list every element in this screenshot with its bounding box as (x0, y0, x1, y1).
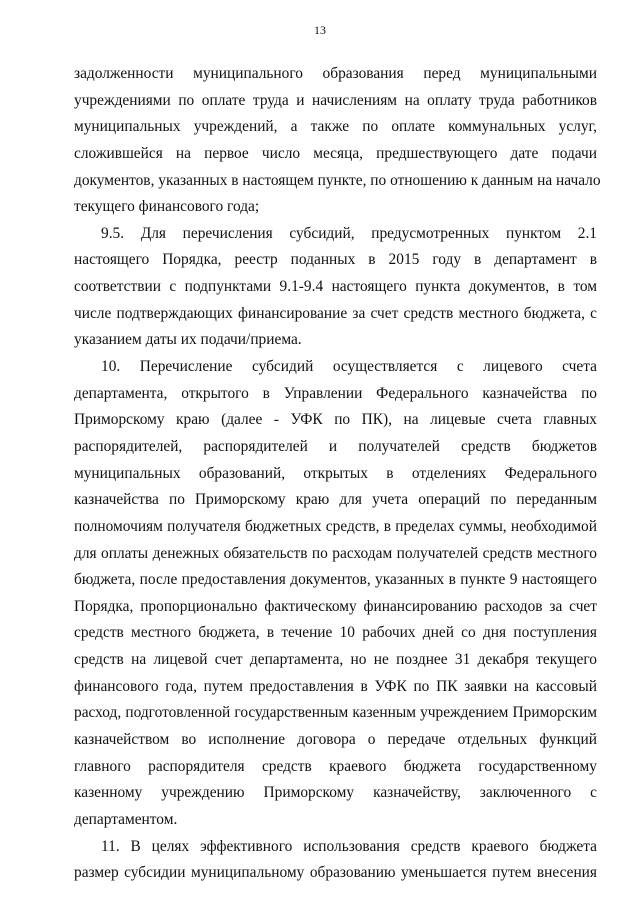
text-line: для оплаты денежных обязательств по расходам получателей средств местного (74, 544, 597, 562)
text-line: соответствии с подпунктами 9.1-9.4 настоящего пункта документов, в том (74, 278, 597, 296)
text-line: 11. В целях эффективного использования средств краевого бюджета (101, 837, 597, 855)
text-line: указанием даты их подачи/приема. (74, 331, 302, 349)
text-line: бюджета, после предоставления документов, указанных в пункте 9 настоящего (74, 571, 597, 589)
text-line: числе подтверждающих финансирование за счет средств местного бюджета, с (74, 304, 597, 322)
text-line: главного распорядителя средств краевого бюджета государственному (74, 757, 597, 775)
text-line: сложившейся на первое число месяца, предшествующего дате подачи (74, 144, 597, 162)
text-line: документов, указанных в настоящем пункте, по отношению к данным на начало (74, 171, 601, 189)
text-line: Приморскому краю (далее - УФК по ПК), на лицевые счета главных (74, 411, 597, 429)
text-line: средств на лицевой счет департамента, но не позднее 31 декабря текущего (74, 651, 597, 669)
text-line: муниципальных учреждений, а также по оплате коммунальных услуг, (74, 118, 597, 136)
text-line: текущего финансового года; (74, 198, 260, 216)
page-number: 13 (314, 23, 326, 37)
text-line: размер субсидии муниципальному образованию уменьшается путем внесения (74, 864, 597, 882)
text-line: полномочиям получателя бюджетных средств, в пределах суммы, необходимой (74, 517, 597, 535)
text-line: 9.5. Для перечисления субсидий, предусмотренных пунктом 2.1 (101, 224, 597, 242)
text-line: казначейством во исполнение договора о передаче отдельных функций (74, 731, 597, 749)
text-line: департаментом. (74, 810, 178, 828)
text-line: департамента, открытого в Управлении Федерального казначейства по (74, 384, 597, 402)
text-line: Порядка, пропорционально фактическому финансированию расходов за счет (74, 597, 597, 615)
text-line: 10. Перечисление субсидий осуществляется с лицевого счета (101, 358, 597, 376)
text-line: расход, подготовленной государственным казенным учреждением Приморским (74, 704, 597, 722)
text-line: задолженности муниципального образования перед муниципальными (74, 65, 597, 82)
text-line: финансового года, путем предоставления в УФК по ПК заявки на кассовый (74, 677, 597, 695)
text-line: настоящего Порядка, реестр поданных в 2015 году в департамент в (74, 251, 597, 269)
text-line: учреждениями по оплате труда и начислениям на оплату труда работников (74, 91, 597, 109)
text-line: муниципальных образований, открытых в отделениях Федерального (74, 464, 597, 482)
text-line: средств местного бюджета, в течение 10 рабочих дней со дня поступления (74, 624, 597, 642)
text-line: казенному учреждению Приморскому казначейству, заключенного с (74, 784, 597, 802)
text-line: распорядителей, распорядителей и получателей средств бюджетов (74, 437, 597, 455)
document-body (74, 61, 601, 887)
text-line: казначейства по Приморскому краю для учета операций по переданным (74, 491, 597, 509)
